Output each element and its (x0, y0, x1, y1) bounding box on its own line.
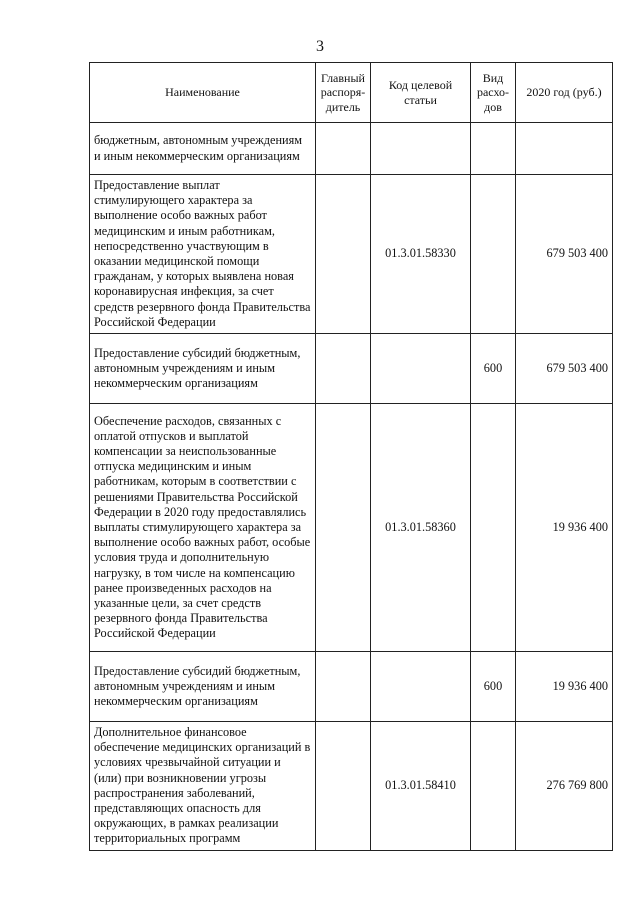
row-manager (316, 652, 371, 722)
row-type (471, 123, 516, 175)
row-amount: 19 936 400 (516, 652, 613, 722)
row-manager (316, 334, 371, 404)
row-code: 01.3.01.58410 (371, 722, 471, 851)
row-amount: 19 936 400 (516, 404, 613, 652)
table-header-row (90, 63, 613, 123)
row-manager (316, 123, 371, 175)
row-name: Предоставление субсидий бюджетным, автономным учреждениям и иным некоммерческим организациям (90, 652, 316, 722)
budget-table (89, 62, 613, 851)
row-type (471, 404, 516, 652)
header-manager: Главный распоря-дитель (316, 63, 371, 123)
row-code: 01.3.01.58330 (371, 175, 471, 334)
table-row (90, 175, 613, 334)
row-manager (316, 722, 371, 851)
row-name: Обеспечение расходов, связанных с оплатой отпусков и выплатой компенсации за неиспользованные отпуска медицинским и иным работникам, которым в соответствии с решениями Правительства Российской Федерации в 2020 году предоставлялись выплаты стимулирующего характера за выполнение особо важных работ, особые условия труда и дополнительную нагрузку, в том числе на компенсацию ранее произведенных расходов на указанные цели, за счет средств резервного фонда Правительства Российской Федерации (90, 404, 316, 652)
header-expense-type: Вид расхо-дов (471, 63, 516, 123)
row-code (371, 123, 471, 175)
row-amount: 679 503 400 (516, 175, 613, 334)
row-code (371, 334, 471, 404)
page-number: 3 (316, 38, 324, 55)
row-type: 600 (471, 652, 516, 722)
row-name: Предоставление субсидий бюджетным, автономным учреждениям и иным некоммерческим организациям (90, 334, 316, 404)
table-row (90, 722, 613, 851)
row-type (471, 722, 516, 851)
row-name: Предоставление выплат стимулирующего характера за выполнение особо важных работ медицинским и иным работникам, непосредственно участвующим в оказании медицинской помощи гражданам, у которых выявлена новая коронавирусная инфекция, за счет средств резервного фонда Правительства Российской Федерации (90, 175, 316, 334)
table-row (90, 334, 613, 404)
row-type: 600 (471, 334, 516, 404)
table-row (90, 652, 613, 722)
row-amount: 679 503 400 (516, 334, 613, 404)
header-name: Наименование (90, 63, 316, 123)
row-type (471, 175, 516, 334)
row-name: бюджетным, автономным учреждениям и иным некоммерческим организациям (90, 123, 316, 175)
row-amount: 276 769 800 (516, 722, 613, 851)
table-row (90, 404, 613, 652)
row-manager (316, 404, 371, 652)
row-amount (516, 123, 613, 175)
header-amount: 2020 год (руб.) (516, 63, 613, 123)
row-code (371, 652, 471, 722)
row-manager (316, 175, 371, 334)
table-row (90, 123, 613, 175)
row-code: 01.3.01.58360 (371, 404, 471, 652)
header-target-code: Код целевой статьи (371, 63, 471, 123)
row-name: Дополнительное финансовое обеспечение медицинских организаций в условиях чрезвычайной ситуации и (или) при возникновении угрозы распространения заболеваний, представляющих опасность для окружающих, в рамках реализации территориальных программ (90, 722, 316, 851)
